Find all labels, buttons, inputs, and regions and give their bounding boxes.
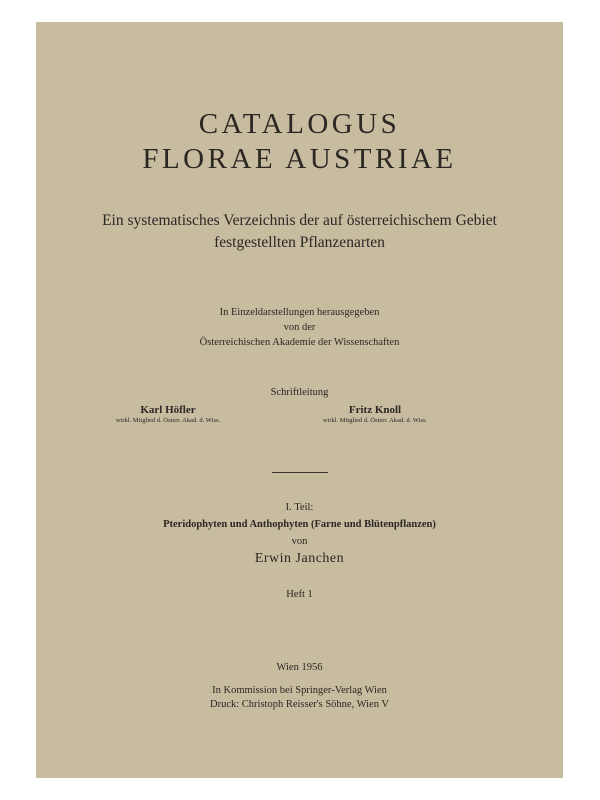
imprint-place-year: Wien 1956 [276,662,323,673]
edition-line-1: In Einzeldarstellungen herausgegeben [219,307,380,318]
title-line-1: CATALOGUS [198,108,401,140]
editor-title: wirkl. Mitglied d. Österr. Akad. d. Wiss. [322,417,428,424]
subtitle-line-1: Ein systematisches Verzeichnis der auf österreichischem Gebiet [102,212,497,229]
author-name: Erwin Janchen [254,551,345,566]
edition-line-2: von der [283,322,316,333]
editor-title: wirkl. Mitglied d. Österr. Akad. d. Wiss. [115,417,221,424]
imprint-line-1: In Kommission bei Springer-Verlag Wien [212,685,387,696]
part-title: Pteridophyten und Anthophyten (Farne und Blütenpflanzen) [163,519,436,530]
subtitle-line-2: festgestellten Pflanzenarten [214,234,385,251]
part-von: von [291,536,308,547]
edition-line-3: Österreichischen Akademie der Wissenschaften [199,337,400,348]
book-cover [36,22,563,778]
title-line-2: FLORAE AUSTRIAE [142,143,457,175]
imprint-line-2: Druck: Christoph Reisser's Söhne, Wien V [210,699,389,710]
editor-hoefler [93,404,243,424]
divider-rule [272,472,328,473]
editor-knoll [300,404,450,424]
part-label: I. Teil: [285,502,314,513]
schriftleitung-label: Schriftleitung [270,387,329,398]
heft-label: Heft 1 [286,589,313,600]
editor-name: Karl Höfler [140,404,196,416]
editor-name: Fritz Knoll [348,404,402,416]
